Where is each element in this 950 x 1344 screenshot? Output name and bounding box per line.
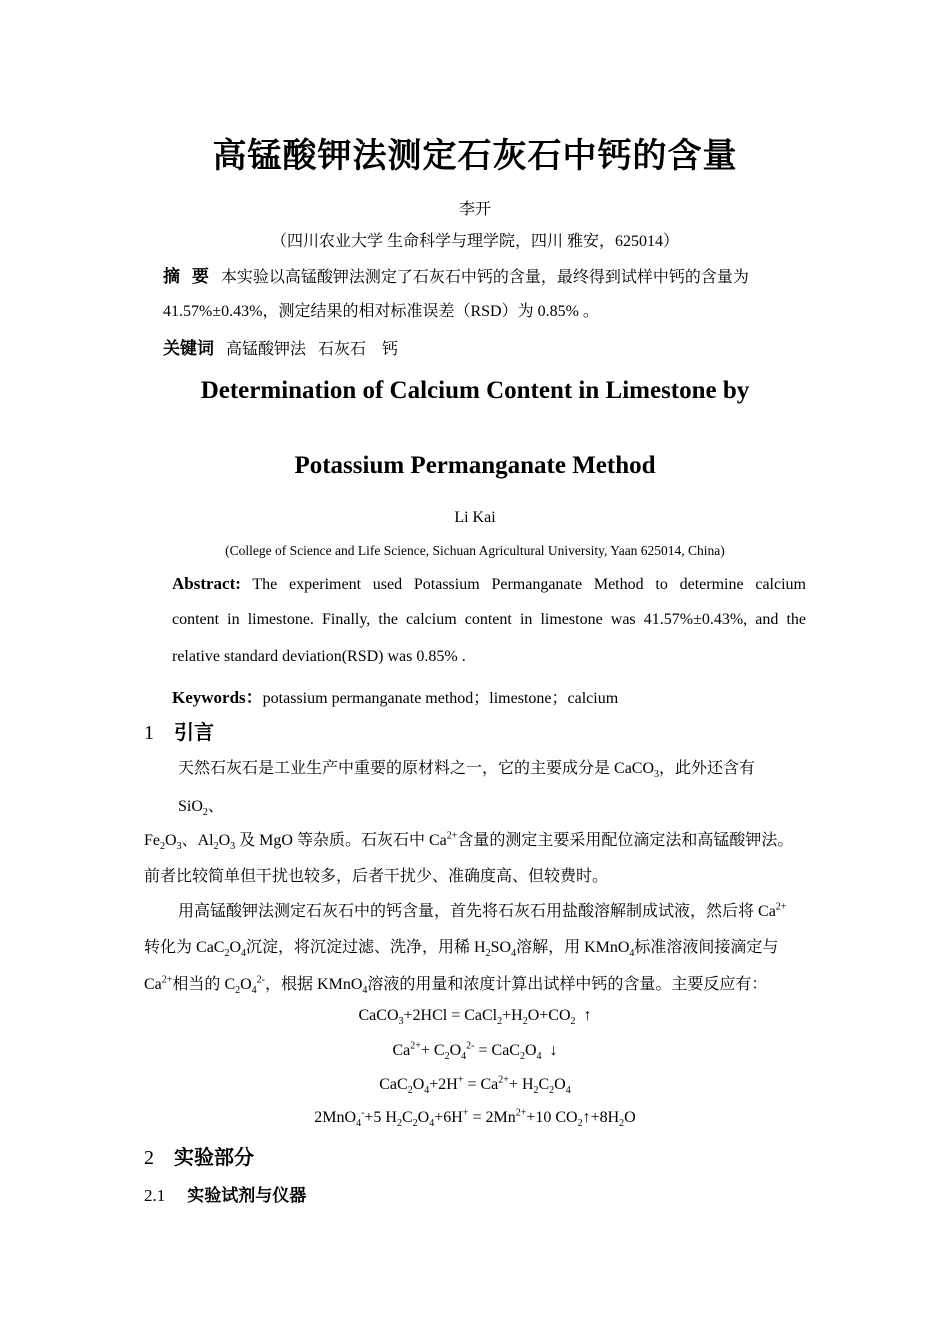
section1-number: 1: [144, 722, 154, 744]
en-keywords-text: potassium permanganate method；limestone；calcium: [262, 690, 619, 707]
s1-p1-text4b: 含量的测定主要采用配位滴定法和高锰酸钾法。: [457, 832, 794, 849]
subsection-2-1-heading: [144, 1181, 306, 1206]
cn-affiliation: （四川农业大学 生命科学与理学院，四川 雅安，625014）: [270, 233, 679, 250]
cn-abstract-label: 摘 要: [163, 267, 209, 287]
cn-keywords-label: 关键词: [163, 339, 214, 359]
subsection-2-1-title: 实验试剂与仪器: [187, 1186, 307, 1206]
section2-title: 实验部分: [174, 1145, 254, 1169]
section2-heading: [144, 1141, 254, 1170]
en-abstract-text2: content in limestone. Finally, the calcium content in limestone was 41.57%±0.43%, and the: [172, 611, 806, 628]
en-author: Li Kai: [454, 509, 496, 526]
equation-4: 2MnO$_4$-+5 $H_2C_2O_4+6H^+ = 2Mn^{2+}+10$ $CO_2↑+8H_2O$: [314, 1107, 636, 1130]
cn-abstract-text2: 41.57%±0.43%，测定结果的相对标准误差（RSD）为 0.85% 。: [163, 303, 599, 320]
s1-p2-text3b: ，根据: [265, 976, 314, 993]
en-affiliation: (College of Science and Life Science, Sichuan Agricultural University, Yaan 625014, China): [225, 543, 725, 558]
s1-p2-line1: 用高锰酸钾法测定石灰石中的钙含量，首先将石灰石用盐酸溶解制成试液，然后将 $Ca^{2+}$: [178, 901, 787, 920]
cn-keywords-text: 高锰酸钾法 石灰石 钙: [226, 341, 399, 358]
cn-abstract-text1: 本实验以高锰酸钾法测定了石灰石中钙的含量，最终得到试样中钙的含量为: [220, 269, 749, 286]
en-keywords: [172, 683, 618, 708]
s1-p2-text2b: 沉淀，将沉淀过滤、洗净，用稀: [246, 939, 471, 956]
equation-1: CaCO$_3$+2HCl = $CaCl_2+H_2O+CO_2$ ↑: [358, 1007, 592, 1028]
en-abstract-text3: relative standard deviation(RSD) was 0.85% .: [172, 648, 466, 665]
s1-p2-text3c: 溶液的用量和浓度计算出试样中钙的含量。主要反应有：: [367, 976, 768, 993]
s1-p1-text2: 此外还含有: [675, 760, 756, 777]
s1-p1-text1: 天然石灰石是工业生产中重要的原材料之一，它的主要成分是: [178, 760, 611, 777]
equation-3: $CaC_2O_4+2H^+ = Ca^{2+}+ H_2C_2O_4$: [379, 1074, 571, 1097]
section1-title: 引言: [174, 720, 214, 744]
s1-p2-line2: 转化为 $CaC_2O_4$沉淀，将沉淀过滤、洗净，用稀 $H_2SO_4$溶解，用 KMnO$_4$标准溶液间接滴定与: [144, 939, 779, 960]
s1-p1-text4: 等杂质。石灰石中: [296, 832, 425, 849]
en-abstract-label: Abstract:: [172, 574, 241, 593]
s1-p2-text1: 用高锰酸钾法测定石灰石中的钙含量，首先将石灰石用盐酸溶解制成试液，然后将: [178, 903, 755, 920]
s1-p1-line2: SiO$_2$、: [178, 798, 224, 819]
cn-title: 高锰酸钾法测定石灰石中钙的含量: [212, 136, 738, 176]
s1-p2-line3: $Ca^{2+}$相当的 $C_2O_4^{2-}$，根据 KMnO$_4$溶液的用量和浓度计算出试样中钙的含量。主要反应有：: [144, 974, 768, 997]
s1-p1-line1: 天然石灰石是工业生产中重要的原材料之一，它的主要成分是 CaCO$_3$，此外还含有: [178, 760, 756, 781]
s1-p2-text2a: 转化为: [144, 939, 193, 956]
s1-p1-line4: 前者比较简单但干扰也较多，后者干扰少、准确度高、但较费时。: [144, 868, 609, 885]
s1-p2-text2c: 溶解，用: [516, 939, 581, 956]
en-title-line2: Potassium Permanganate Method: [294, 452, 656, 479]
en-title-line1: Determination of Calcium Content in Limestone by: [200, 377, 750, 404]
s1-p1-line3: $Fe_2O_3$、$Al_2O_3$ 及 MgO 等杂质。石灰石中 $Ca^{2+}$含量的测定主要采用配位滴定法和高锰酸钾法。: [144, 830, 794, 853]
subsection-2-1-number: 2.1: [144, 1186, 166, 1205]
cn-author: 李开: [458, 201, 491, 218]
en-abstract-text1: The experiment used Potassium Permanganate Method to determine calcium: [252, 576, 806, 593]
section2-number: 2: [144, 1147, 154, 1169]
cn-keywords: [163, 334, 398, 359]
en-keywords-label: Keywords：: [172, 688, 263, 707]
equation-2: $Ca^{2+}+ C_2O_4^{2-} = CaC_2O_4$ ↓: [392, 1040, 558, 1063]
section1-heading: [144, 716, 214, 745]
s1-p2-text2d: 标准溶液间接滴定与: [634, 939, 779, 956]
cn-abstract-line1: [163, 262, 806, 287]
s1-p2-text3a: 相当的: [172, 976, 221, 993]
en-abstract-line1: [172, 574, 806, 594]
